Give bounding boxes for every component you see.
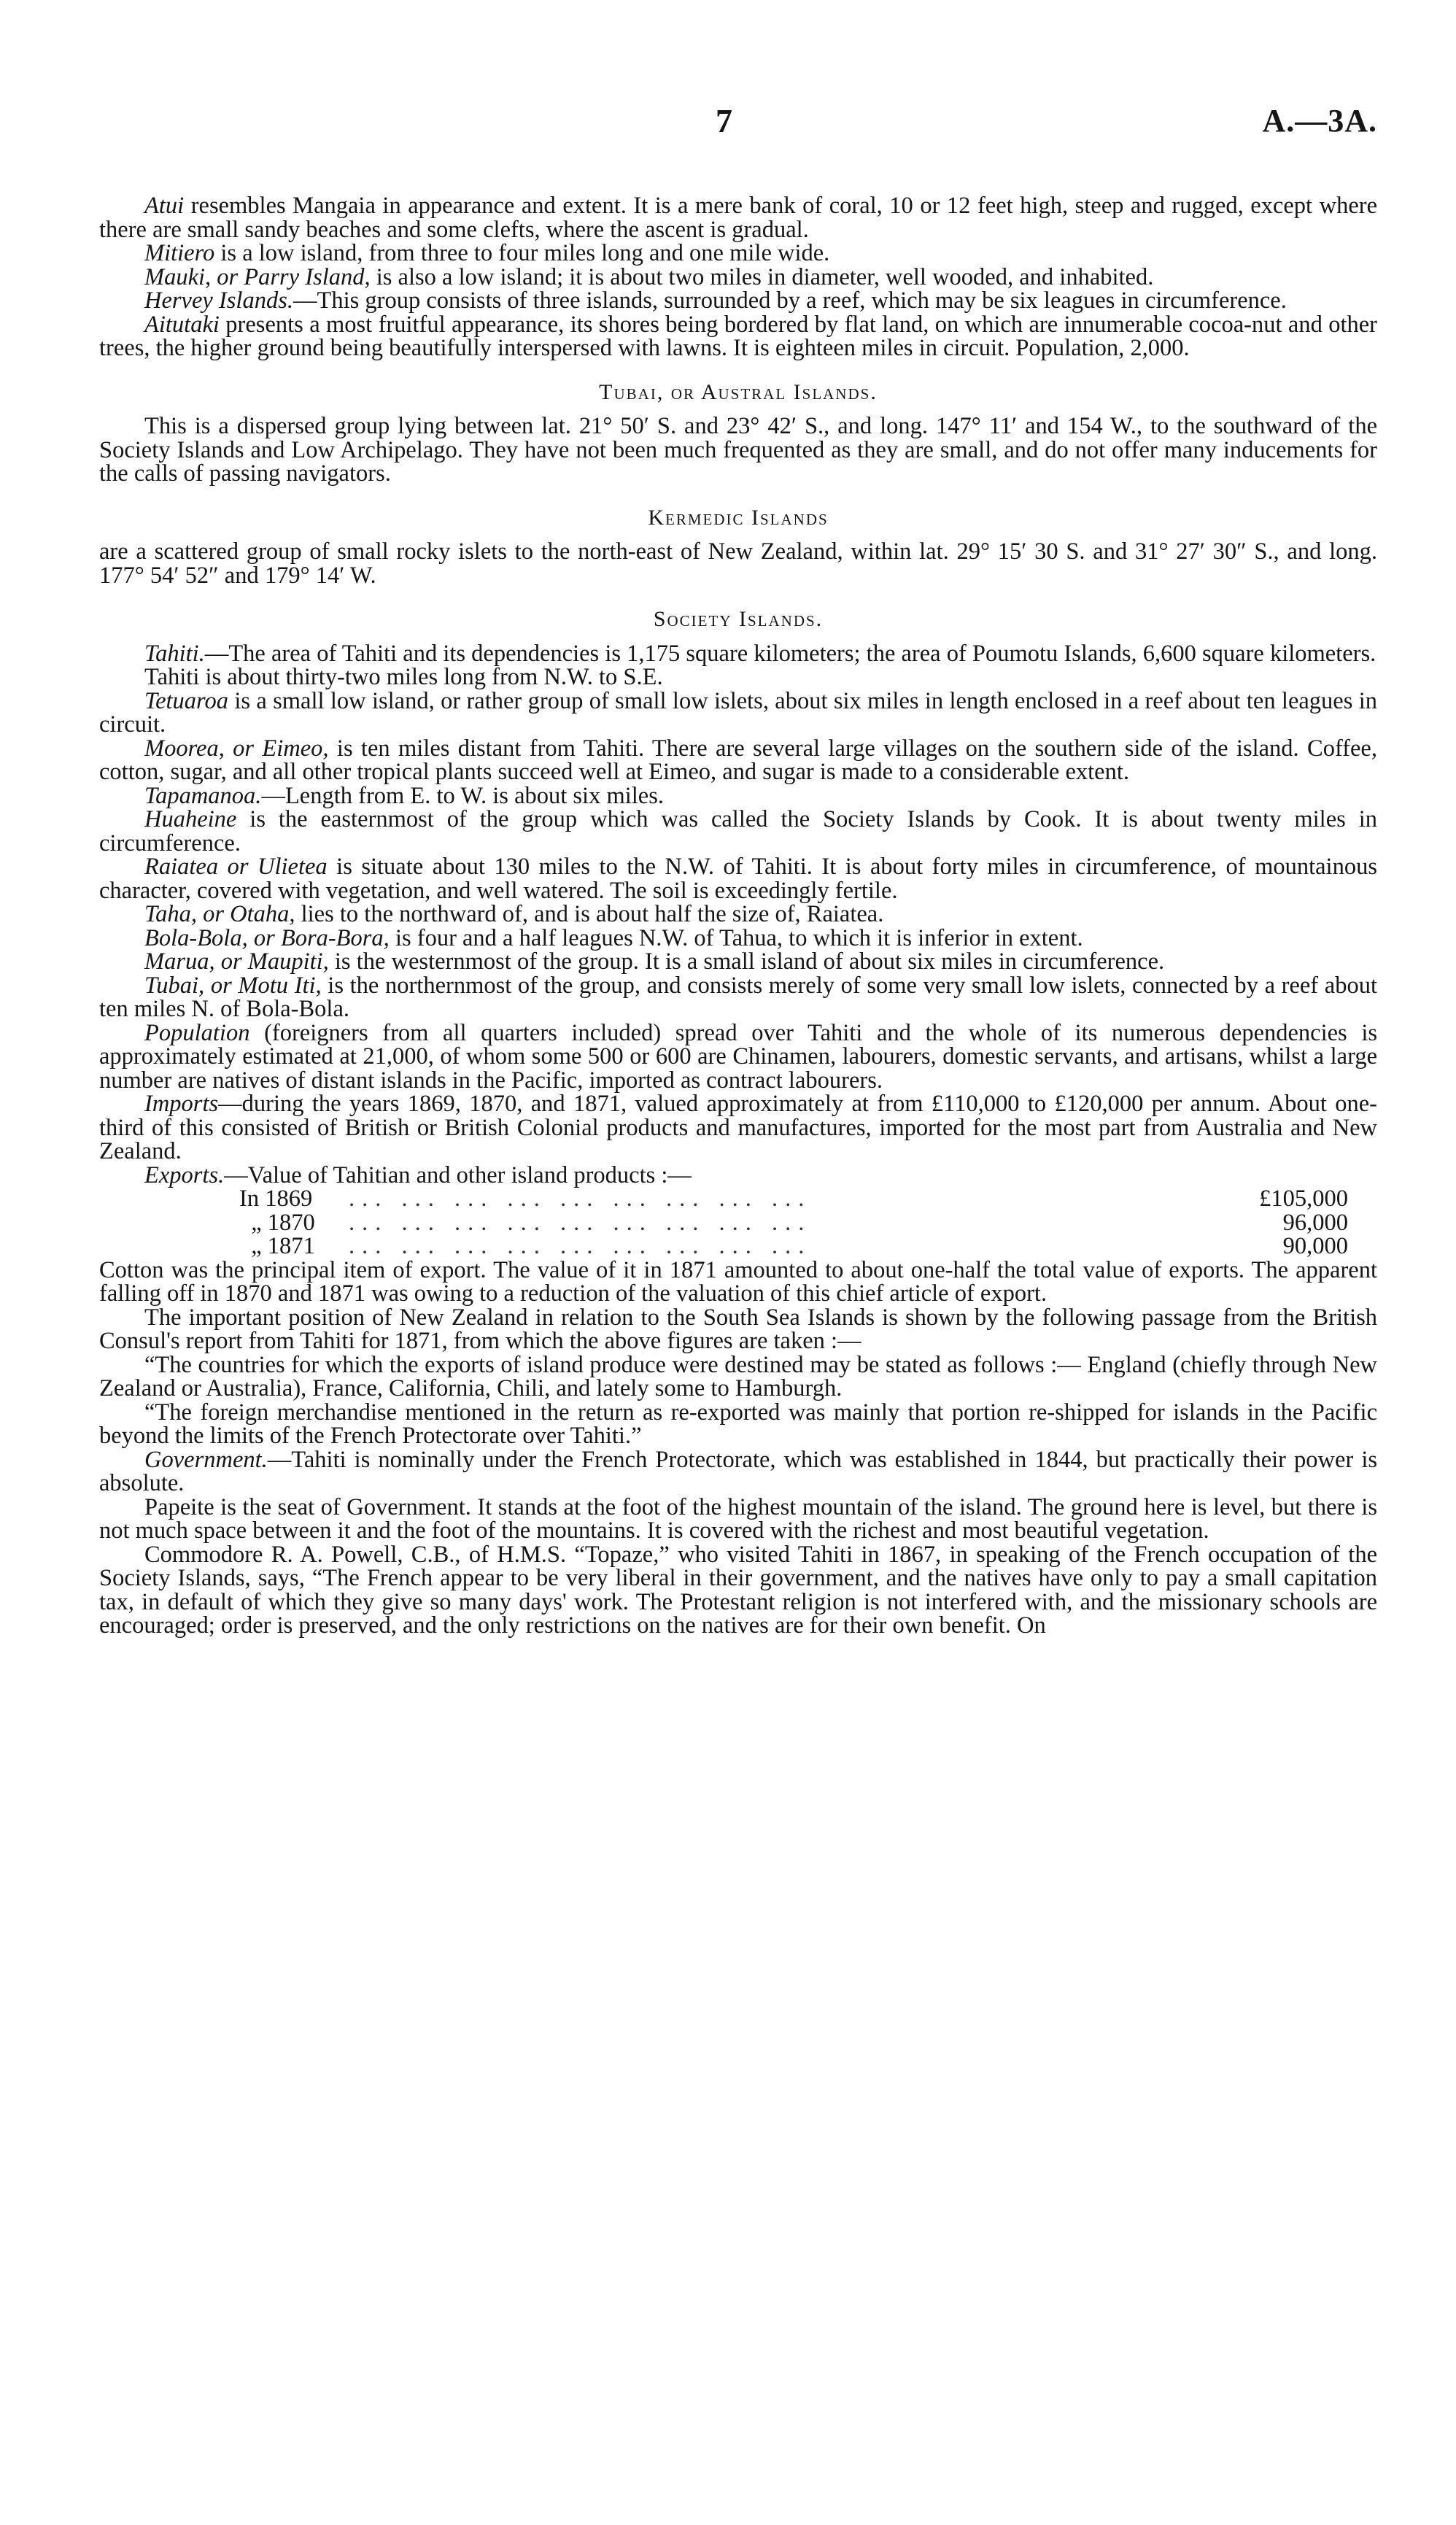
section-heading-kermedic: Kermedic Islands (648, 505, 829, 530)
paragraph-marua (99, 950, 1377, 974)
table-row (239, 1187, 1348, 1211)
paragraph-atui (99, 194, 1377, 241)
paragraph-text: Tahiti is about thirty-two miles long from N.W. to S.E. (144, 664, 663, 690)
paragraph-quote-countries (99, 1353, 1377, 1401)
year-cell: „ 1870 (239, 1209, 315, 1236)
paragraph-exports (99, 1161, 1377, 1188)
paragraph-text: “The foreign merchandise mentioned in the return as re-exported was mainly that portion re-shipped for islands in the Pacific beyond the limits of the French Protectorate over Tahiti.” (99, 1399, 1377, 1449)
paragraph-raiatea (99, 855, 1377, 902)
value-cell: 96,000 (1282, 1209, 1348, 1236)
paragraph-lead: Imports (144, 1091, 219, 1117)
paragraph-lead: Tubai, or Motu Iti, (144, 972, 322, 999)
section-heading-tubai: Tubai, or Austral Islands. (599, 379, 878, 404)
paragraph-kermedic: are a scattered group of small rocky islets to the north-east of New Zealand, within lat. 29° 15′ 30 S. and 31° 27′ 30″ S., and long. 177° 54′ 52″ and 179° 14′ W. (99, 538, 1377, 589)
paragraph-text: —This group consists of three islands, surrounded by a reef, which may be six leagues in circumference. (293, 287, 1287, 314)
paragraph-mauki (99, 263, 1377, 290)
table-row (239, 1211, 1348, 1235)
year-cell: In 1869 (239, 1186, 313, 1212)
paragraph-tahiti (99, 642, 1377, 666)
paragraph-quote-merchandise (99, 1401, 1377, 1448)
paragraph-aitutaki (99, 313, 1377, 360)
paragraph-tahiti-size (99, 665, 1377, 689)
paragraph-papeite (99, 1493, 1377, 1544)
value-cell: 90,000 (1282, 1233, 1348, 1259)
paragraph-lead: Tahiti. (144, 640, 205, 667)
paragraph-text: is a low island, from three to four miles long and one mile wide. (214, 240, 830, 266)
paragraph-text: —Length from E. to W. is about six miles. (261, 782, 665, 809)
paragraph-text: presents a most fruitful appearance, its shores being bordered by flat land, on which are innumerable cocoa-nut and other trees, the higher ground being beautifully interspersed with lawns. It is eighteen miles in circuit. Population, 2,000. (99, 311, 1377, 361)
paragraph-tapamanoa (99, 784, 1377, 808)
paragraph-imports (99, 1092, 1377, 1164)
paragraph-lead: Tetuaroa (144, 687, 228, 714)
paragraph-lead: Marua, or Maupiti, (144, 948, 329, 975)
leader-dots: ... ... ... ... ... ... ... ... ... (349, 1210, 812, 1234)
paragraph-text: The important position of New Zealand in relation to the South Sea Islands is shown by the following passage from the British Consul's report from Tahiti for 1871, from which the above figures are taken :— (99, 1304, 1377, 1354)
section-heading-society: Society Islands. (653, 607, 824, 631)
paragraph-text: Cotton was the principal item of export. The value of it in 1871 amounted to about one-half the total value of exports. The apparent falling off in 1870 and 1871 was owing to a reduction of the valuation of this chief article of export. (99, 1256, 1377, 1307)
paragraph-hervey (99, 289, 1377, 313)
page-number: 7 (716, 102, 732, 139)
paragraph-commodore-powell (99, 1543, 1377, 1638)
year-cell: „ 1871 (239, 1233, 315, 1259)
paragraph-tubai-motu-iti (99, 974, 1377, 1021)
paragraph-lead: Population (144, 1019, 250, 1046)
paragraph-text: is a small low island, or rather group of small low islets, about six miles in length enclosed in a reef about ten leagues in circuit. (99, 687, 1377, 738)
paragraph-text: —The area of Tahiti and its dependencies is 1,175 square kilometers; the area of Poumotu Islands, 6,600 square kilometers. (204, 640, 1376, 667)
document-series-code: A.—3A. (1262, 103, 1377, 139)
paragraph-new-zealand-position (99, 1306, 1377, 1353)
paragraph-taha (99, 902, 1377, 927)
paragraph-moorea (99, 737, 1377, 784)
paragraph-lead: Taha, or Otaha, (144, 901, 295, 927)
paragraph-text: is the northernmost of the group, and consists merely of some very small low islets, connected by a reef about ten miles N. of Bola-Bola. (99, 972, 1377, 1022)
paragraph-text: Papeite is the seat of Government. It stands at the foot of the highest mountain of the island. The ground here is level, but there is not much space between it and the foot of the mountains. It is covered with the richest and most beautiful vegetation. (99, 1493, 1377, 1544)
paragraph-lead: Atui (144, 193, 185, 219)
paragraph-text: —during the years 1869, 1870, and 1871, valued approximately at from £110,000 to £120,000 per annum. About one-third of this consisted of British or British Colonial products and manufactures, imported for the most part from Australia and New Zealand. (99, 1091, 1377, 1164)
paragraph-lead: Mauki, or Parry Island, (144, 263, 371, 290)
paragraph-lead: Hervey Islands. (144, 287, 293, 314)
leader-dots: ... ... ... ... ... ... ... ... ... (349, 1234, 812, 1258)
paragraph-text: —Value of Tahitian and other island products :— (224, 1161, 692, 1188)
paragraph-lead: Exports. (144, 1161, 225, 1188)
paragraph-government (99, 1448, 1377, 1496)
paragraph-cotton (99, 1258, 1377, 1306)
paragraph-text: —Tahiti is nominally under the French Protectorate, which was established in 1844, but practically their power is absolute. (99, 1446, 1377, 1496)
leader-dots: ... ... ... ... ... ... ... ... ... (349, 1187, 812, 1211)
paragraph-text: is situate about 130 miles to the N.W. of Tahiti. It is about forty miles in circumference, of mountainous character, covered with vegetation, and well watered. The soil is exceedingly fertile. (99, 854, 1377, 904)
paragraph-lead: Mitiero (144, 240, 215, 266)
exports-table (239, 1187, 1348, 1258)
paragraph-text: “The countries for which the exports of island produce were destined may be stated as follows :— England (chiefly through New Zealand or Australia), France, California, Chili, and lately some to Hamburgh. (99, 1351, 1377, 1401)
paragraph-tetuaroa (99, 689, 1377, 737)
paragraph-text: lies to the northward of, and is about half the size of, Raiatea. (295, 901, 884, 927)
document-page (99, 102, 1377, 1639)
paragraph-text: is ten miles distant from Tahiti. There are several large villages on the southern side of the island. Coffee, cotton, sugar, and all other tropical plants succeed well at Eimeo, and sugar is made to a considerable extent. (99, 735, 1377, 785)
paragraph-text: resembles Mangaia in appearance and extent. It is a mere bank of coral, 10 or 12 feet high, steep and rugged, except where there are small sandy beaches and some clefts, where the ascent is gradual. (99, 193, 1377, 243)
paragraph-lead: Huaheine (144, 806, 237, 832)
paragraph-text: is the westernmost of the group. It is a small island of about six miles in circumference. (328, 948, 1165, 975)
paragraph-text: is four and a half leagues N.W. of Tahua, to which it is inferior in extent. (389, 924, 1083, 951)
paragraph-lead: Moorea, or Eimeo, (144, 735, 329, 762)
paragraph-lead: Government. (144, 1446, 268, 1473)
paragraph-mitiero (99, 241, 1377, 266)
paragraph-text: is the easternmost of the group which was called the Society Islands by Cook. It is about twenty miles in circumference. (99, 806, 1377, 857)
paragraph-lead: Tapamanoa. (144, 782, 262, 809)
paragraph-population (99, 1021, 1377, 1093)
paragraph-huaheine (99, 808, 1377, 855)
paragraph-bola-bola (99, 924, 1377, 951)
value-cell: £105,000 (1259, 1186, 1348, 1212)
paragraph-tubai: This is a dispersed group lying between lat. 21° 50′ S. and 23° 42′ S., and long. 147° 11′ and 154 W., to the southward of the Society Islands and Low Archipelago. They have not been much frequented as they are small, and do not offer many inducements for the calls of passing navigators. (99, 413, 1377, 487)
paragraph-text: Commodore R. A. Powell, C.B., of H.M.S. “Topaze,” who visited Tahiti in 1867, in speaking of the French occupation of the Society Islands, says, “The French appear to be very liberal in their government, and the natives have only to pay a small capitation tax, in default of which they give so many days' work. The Protestant religion is not interfered with, and the missionary schools are encouraged; order is preserved, and the only restrictions on the natives are for their own benefit. On (99, 1541, 1377, 1639)
page-header (99, 102, 1377, 161)
paragraph-lead: Aitutaki (144, 311, 220, 338)
table-row (239, 1234, 1348, 1258)
paragraph-text: is also a low island; it is about two miles in diameter, well wooded, and inhabited. (370, 263, 1154, 290)
paragraph-lead: Raiatea or Ulietea (144, 854, 328, 880)
paragraph-text: (foreigners from all quarters included) spread over Tahiti and the whole of its numerous dependencies is approximately estimated at 21,000, of whom some 500 or 600 are Chinamen, labourers, domestic servants, and artisans, whilst a large number are natives of distant islands in the Pacific, imported as contract labourers. (99, 1019, 1377, 1094)
paragraph-lead: Bola-Bola, or Bora-Bora, (144, 924, 390, 951)
